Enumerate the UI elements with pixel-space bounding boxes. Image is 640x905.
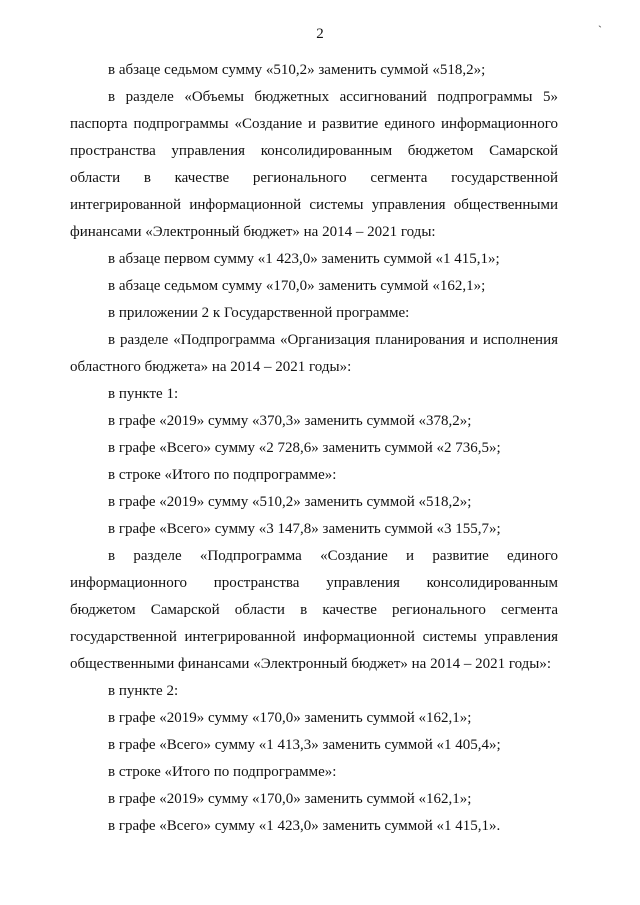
paragraph-1: в абзаце седьмом сумму «510,2» заменить суммой «518,2»; bbox=[108, 62, 486, 78]
scan-mark: ˎ bbox=[598, 14, 602, 28]
paragraph-14: в пункте 2: bbox=[108, 683, 179, 699]
paragraph-4: в абзаце седьмом сумму «170,0» заменить суммой «162,1»; bbox=[108, 278, 486, 294]
paragraph-9: в графе «Всего» сумму «2 728,6» заменить суммой «2 736,5»; bbox=[108, 440, 501, 456]
paragraph-7: в пункте 1: bbox=[108, 386, 179, 402]
paragraph-19: в графе «Всего» сумму «1 423,0» заменить суммой «1 415,1». bbox=[108, 818, 501, 834]
paragraph-8: в графе «2019» сумму «370,3» заменить суммой «378,2»; bbox=[108, 413, 472, 429]
paragraph-3: в абзаце первом сумму «1 423,0» заменить суммой «1 415,1»; bbox=[108, 251, 500, 267]
paragraph-17: в строке «Итого по подпрограмме»: bbox=[108, 764, 337, 780]
paragraph-2: в разделе «Объемы бюджетных ассигнований подпрограммы 5» паспорта подпрограммы «Создание и развитие единого информационного пространства управления консолидированным бюджетом Самарской области в качестве регионального сегмента государственной интегрированной информационной системы управления общественными финансами «Электронный бюджет» на 2014 – 2021 годы: bbox=[70, 89, 558, 240]
paragraph-16: в графе «Всего» сумму «1 413,3» заменить суммой «1 405,4»; bbox=[108, 737, 501, 753]
paragraph-10: в строке «Итого по подпрограмме»: bbox=[108, 467, 337, 483]
paragraph-5: в приложении 2 к Государственной программе: bbox=[108, 305, 410, 321]
paragraph-6: в разделе «Подпрограмма «Организация планирования и исполнения областного бюджета» на 2014 – 2021 годы»: bbox=[70, 332, 558, 375]
paragraph-18: в графе «2019» сумму «170,0» заменить суммой «162,1»; bbox=[108, 791, 472, 807]
paragraph-13: в разделе «Подпрограмма «Создание и развитие единого информационного пространства управления консолидированным бюджетом Самарской области в качестве регионального сегмента государственной интегрированной информационной системы управления общественными финансами «Электронный бюджет» на 2014 – 2021 годы»: bbox=[70, 548, 558, 672]
page-number: 2 bbox=[316, 26, 324, 42]
paragraph-11: в графе «2019» сумму «510,2» заменить суммой «518,2»; bbox=[108, 494, 472, 510]
paragraph-12: в графе «Всего» сумму «3 147,8» заменить суммой «3 155,7»; bbox=[108, 521, 501, 537]
document-body bbox=[70, 57, 558, 840]
paragraph-15: в графе «2019» сумму «170,0» заменить суммой «162,1»; bbox=[108, 710, 472, 726]
